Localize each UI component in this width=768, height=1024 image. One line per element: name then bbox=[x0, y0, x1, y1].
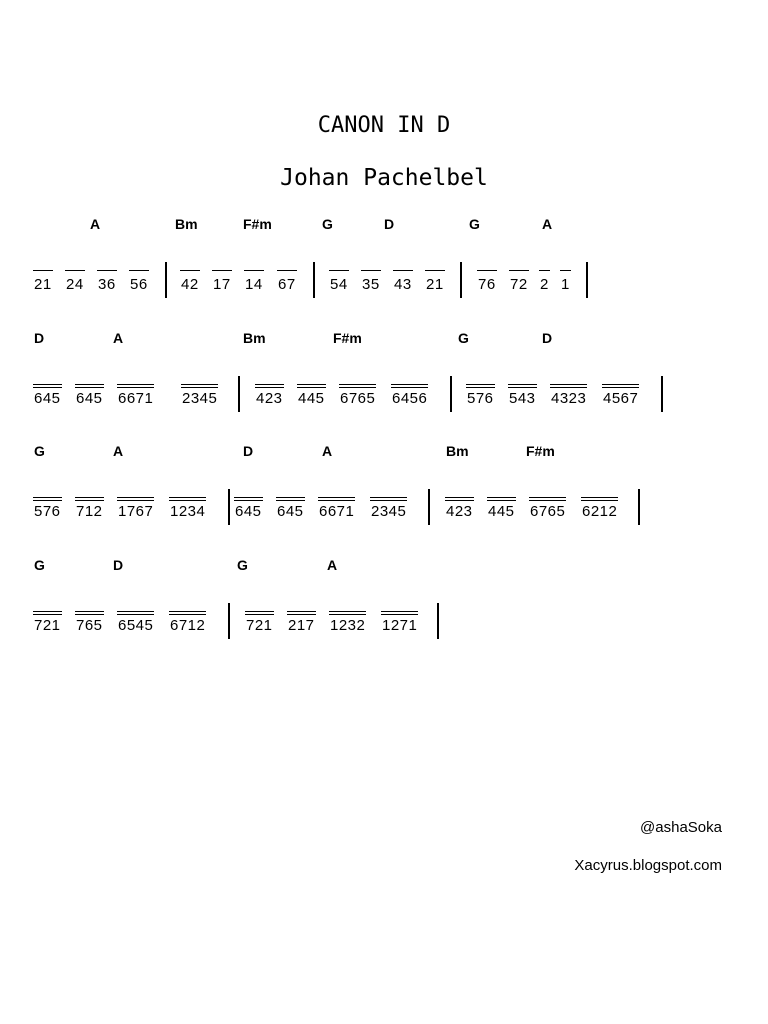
chord-row bbox=[0, 557, 768, 577]
bar-line bbox=[228, 603, 230, 639]
note-group: 6212 bbox=[582, 503, 618, 520]
note-group: 56 bbox=[130, 276, 148, 293]
chord-row bbox=[0, 216, 768, 236]
song-title: CANON IN D bbox=[317, 113, 451, 138]
bar-line bbox=[165, 262, 167, 298]
note-group: 24 bbox=[66, 276, 84, 293]
composer-name: Johan Pachelbel bbox=[280, 165, 488, 191]
bar-line bbox=[460, 262, 462, 298]
note-group: 6765 bbox=[340, 390, 376, 407]
chord-label: Bm bbox=[446, 443, 469, 459]
chord-label: A bbox=[113, 443, 124, 459]
chord-label: F#m bbox=[526, 443, 555, 459]
notation-line bbox=[0, 603, 768, 639]
note-group: 17 bbox=[213, 276, 231, 293]
note-group: 72 bbox=[510, 276, 528, 293]
chord-label: A bbox=[322, 443, 333, 459]
chord-row bbox=[0, 443, 768, 463]
note-group: 1234 bbox=[170, 503, 206, 520]
note-group: 21 bbox=[34, 276, 52, 293]
note-group: 576 bbox=[34, 503, 61, 520]
note-group: 2345 bbox=[371, 503, 407, 520]
note-group: 445 bbox=[488, 503, 515, 520]
note-group: 423 bbox=[446, 503, 473, 520]
chord-label: F#m bbox=[333, 330, 362, 346]
chord-label: D bbox=[243, 443, 254, 459]
bar-line bbox=[437, 603, 439, 639]
author-handle: @ashaSoka bbox=[640, 819, 722, 836]
note-group: 423 bbox=[256, 390, 283, 407]
chord-label: A bbox=[327, 557, 338, 573]
chord-label: G bbox=[34, 557, 45, 573]
note-group: 1 bbox=[561, 276, 570, 293]
chord-label: G bbox=[469, 216, 480, 232]
note-group: 765 bbox=[76, 617, 103, 634]
note-group: 6712 bbox=[170, 617, 206, 634]
note-group: 6671 bbox=[118, 390, 154, 407]
bar-line bbox=[428, 489, 430, 525]
note-group: 35 bbox=[362, 276, 380, 293]
note-group: 1767 bbox=[118, 503, 154, 520]
note-group: 712 bbox=[76, 503, 103, 520]
note-group: 4567 bbox=[603, 390, 639, 407]
bar-line bbox=[238, 376, 240, 412]
note-group: 43 bbox=[394, 276, 412, 293]
note-group: 6456 bbox=[392, 390, 428, 407]
note-group: 4323 bbox=[551, 390, 587, 407]
note-group: 721 bbox=[246, 617, 273, 634]
note-group: 42 bbox=[181, 276, 199, 293]
chord-label: F#m bbox=[243, 216, 272, 232]
note-group: 6765 bbox=[530, 503, 566, 520]
bar-line bbox=[638, 489, 640, 525]
bar-line bbox=[228, 489, 230, 525]
note-group: 6545 bbox=[118, 617, 154, 634]
notation-line bbox=[0, 376, 768, 412]
chord-label: D bbox=[113, 557, 124, 573]
note-group: 1271 bbox=[382, 617, 418, 634]
note-group: 2 bbox=[540, 276, 549, 293]
note-group: 721 bbox=[34, 617, 61, 634]
blog-url: Xacyrus.blogspot.com bbox=[574, 857, 722, 874]
note-group: 645 bbox=[277, 503, 304, 520]
note-group: 576 bbox=[467, 390, 494, 407]
chord-label: D bbox=[384, 216, 395, 232]
chord-label: Bm bbox=[243, 330, 266, 346]
note-group: 645 bbox=[76, 390, 103, 407]
chord-label: G bbox=[237, 557, 248, 573]
chord-label: G bbox=[458, 330, 469, 346]
notation-line bbox=[0, 262, 768, 298]
chord-label: Bm bbox=[175, 216, 198, 232]
chord-label: D bbox=[542, 330, 553, 346]
note-group: 76 bbox=[478, 276, 496, 293]
chord-label: G bbox=[322, 216, 333, 232]
note-group: 14 bbox=[245, 276, 263, 293]
note-group: 217 bbox=[288, 617, 315, 634]
note-group: 2345 bbox=[182, 390, 218, 407]
chord-label: D bbox=[34, 330, 45, 346]
bar-line bbox=[661, 376, 663, 412]
note-group: 21 bbox=[426, 276, 444, 293]
note-group: 645 bbox=[235, 503, 262, 520]
bar-line bbox=[586, 262, 588, 298]
bar-line bbox=[313, 262, 315, 298]
note-group: 543 bbox=[509, 390, 536, 407]
note-group: 1232 bbox=[330, 617, 366, 634]
note-group: 6671 bbox=[319, 503, 355, 520]
notation-line bbox=[0, 489, 768, 525]
chord-label: A bbox=[113, 330, 124, 346]
note-group: 645 bbox=[34, 390, 61, 407]
note-group: 54 bbox=[330, 276, 348, 293]
bar-line bbox=[450, 376, 452, 412]
note-group: 67 bbox=[278, 276, 296, 293]
chord-label: G bbox=[34, 443, 45, 459]
chord-label: A bbox=[542, 216, 553, 232]
chord-row bbox=[0, 330, 768, 350]
chord-label: A bbox=[90, 216, 101, 232]
note-group: 36 bbox=[98, 276, 116, 293]
note-group: 445 bbox=[298, 390, 325, 407]
